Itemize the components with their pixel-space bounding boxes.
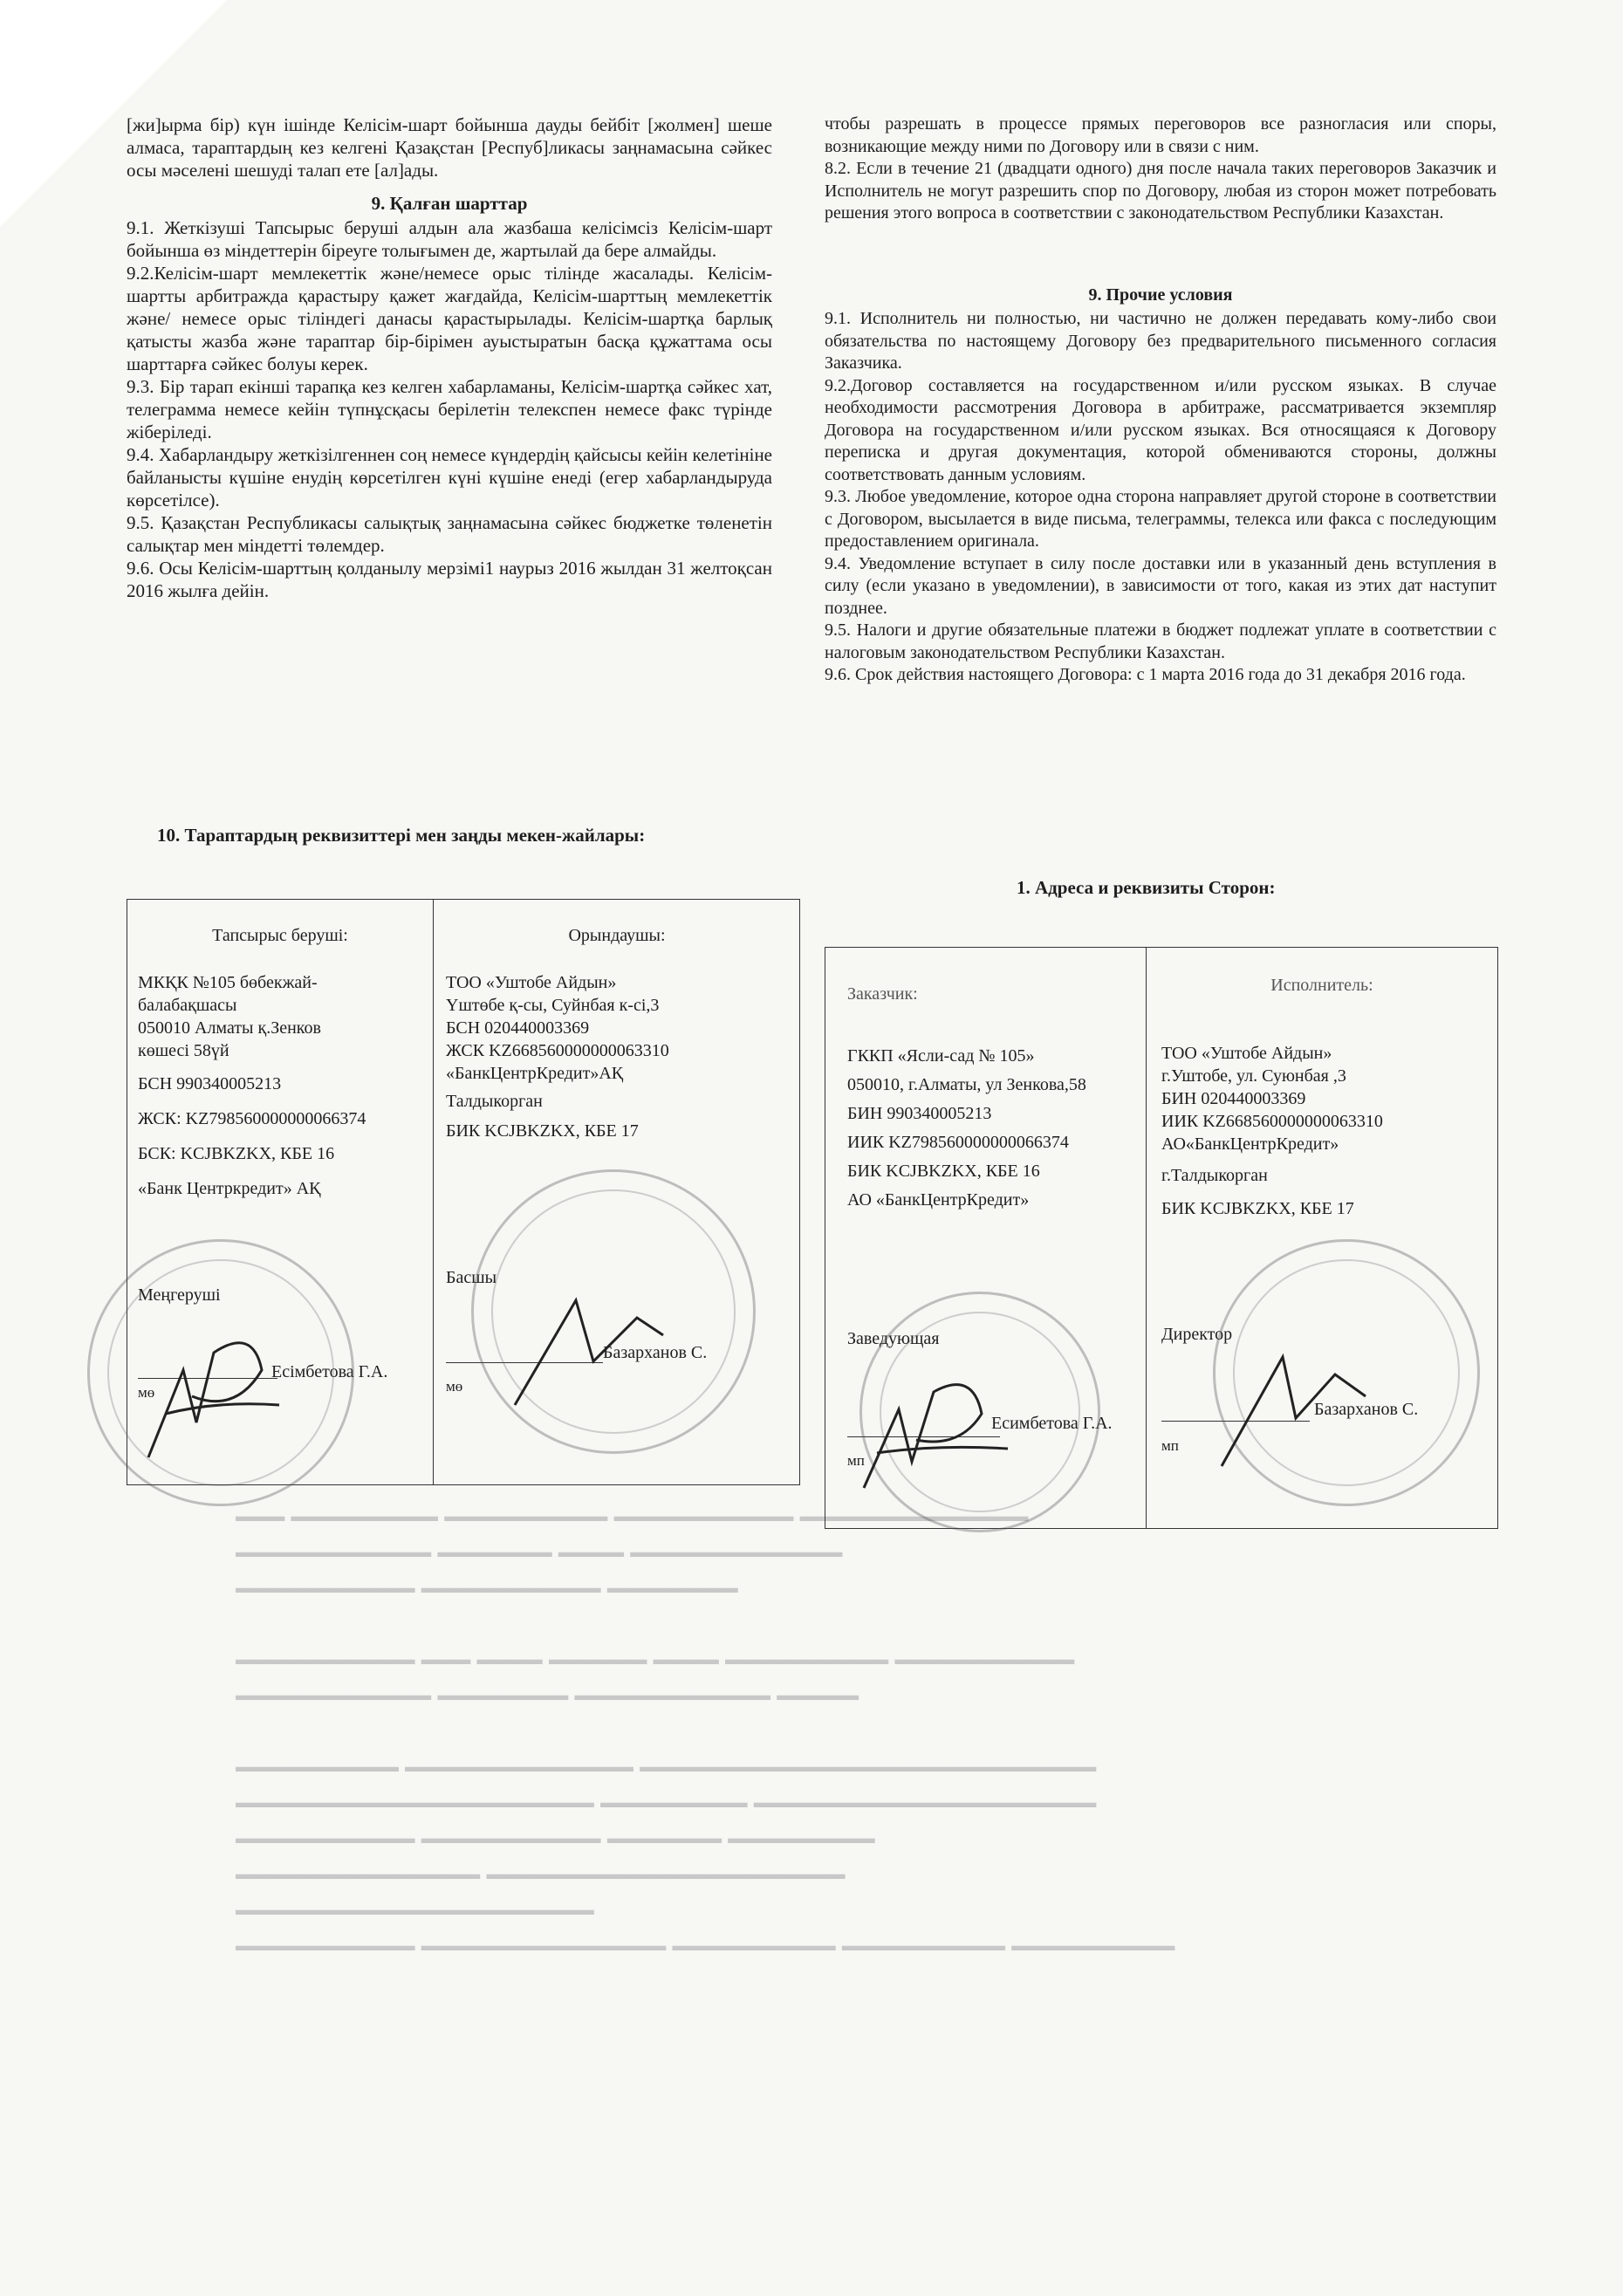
detail-line: МКҚК №105 бөбекжай- (138, 973, 318, 992)
ru-requisites-title: 1. Адреса и реквизиты Сторон: (1017, 877, 1276, 898)
spacer (138, 1130, 366, 1142)
ru-customer-heading: Заказчик: (847, 984, 918, 1004)
kz-intro-paragraph: [жи]ырма бір) күн ішінде Келісім-шарт бойынша дауды бейбіт [жолмен] шеше алмаса, тараптардың кез келгені Қазақстан [Респуб]ликасы заңнамасына сәйкес осы мәселені шешуді талап ете [ал]ады. (127, 114, 772, 181)
kz-clause-9-2: 9.2.Келісім-шарт мемлекеттік және/немесе орыс тілінде жасалады. Келісім-шартты арбитражда қарастыру қажет жағдайда, Келісім-шарттың мемлекеттік және/ немесе орыс тіліндегі данасы қарастырылады. Келісім-шартқа барлық қатысты жазба және тараптар бір-бірімен ауыстыратын басқа құжаттама осы шарттарға сәйкес болуы керек. (127, 263, 772, 374)
detail-line: АО«БанкЦентрКредит» (1161, 1134, 1339, 1154)
detail-line: Үштөбе қ-сы, Суйнбая к-сі,3 (446, 996, 660, 1015)
kz-contractor-mp: мө (446, 1378, 463, 1395)
kz-customer-heading: Тапсырыс беруші: (212, 926, 348, 945)
kz-clause-9-6: 9.6. Осы Келісім-шарттың қолданылу мерзімі1 наурыз 2016 жылдан 31 желтоқсан 2016 жылға дейін. (127, 558, 772, 601)
detail-line: БИН 990340005213 (847, 1104, 992, 1123)
table-divider (1146, 948, 1147, 1528)
detail-line: Талдыкорган (446, 1092, 543, 1111)
detail-line: ЖСК: KZ798560000000066374 (138, 1109, 366, 1128)
kz-contractor-heading: Орындаушы: (568, 926, 666, 945)
ru-clause-8-2: 8.2. Если в течение 21 (двадцати одного) дня после начала таких переговоров Заказчик и Исполнитель не могут разрешить спор по Договору, любая из сторон может потребовать решения этого вопроса в соответствии с законодательством Республики Казахстан. (825, 159, 1496, 223)
kz-customer-sign-name: Есімбетова Г.А. (271, 1362, 388, 1381)
ru-customer-details (847, 1042, 1086, 1215)
spacer (138, 1165, 366, 1177)
detail-line: ТОО «Уштобе Айдын» (1161, 1044, 1332, 1063)
signature-icon (131, 1318, 305, 1475)
ru-customer-sign-role: Заведующая (847, 1329, 940, 1348)
bleed-through-text: ━━━ ━━━━━━━━━ ━━━━━━━━━━ ━━━━━━━━━━━ ━━━━━━━━━━━━━━ ━━━━━━━━━━━━ ━━━━━━━ ━━━━ ━━━━━━━━━━━━━ ━━━━━━━━━━━ ━━━━━━━━━━━ ━━━━━━━━ ━━━━━━━━━━━ ━━━ ━━━━ ━━━━━━ ━━━━ ━━━━━━━━━━ ━━━━━━━━━━━ ━━━━━━━━━━━━ ━━━━━━━━ ━━━━━━━━━━━━ ━━━━━ ━━━━━━━━━━ ━━━━━━━━━━━━━━ ━━━━━━━━━━━━━━━━━━━━━━━━━━━━ ━━━━━━━━━━━━━━━━━━━━━━ ━━━━━━━━━ ━━━━━━━━━━━━━━━━━━━━━ ━━━━━━━━━━━ ━━━━━━━━━━━ ━━━━━━━ ━━━━━━━━━ ━━━━━━━━━━━━━━━ ━━━━━━━━━━━━━━━━━━━━━━ ━━━━━━━━━━━━━━━━━━━━━━ ━━━━━━━━━━━ ━━━━━━━━━━━━━━━ ━━━━━━━━━━ ━━━━━━━━━━ ━━━━━━━━━━ (236, 1504, 1175, 1964)
ru-contractor-details (1161, 1042, 1383, 1220)
kz-customer-sign-role: Меңгеруші (138, 1285, 221, 1305)
detail-line: «БанкЦентрКредит»АҚ (446, 1064, 624, 1083)
ru-customer-sign-name: Есимбетова Г.А. (991, 1414, 1113, 1433)
ru-intro-paragraph: чтобы разрешать в процессе прямых переговоров все разногласия или споры, возникающие между ними по Договору или в связи с ним. (825, 114, 1496, 156)
ru-contractor-sign-role: Директор (1161, 1325, 1233, 1344)
spacer (825, 225, 1496, 274)
ru-contractor-mp: мп (1161, 1437, 1179, 1454)
spacer (138, 1062, 366, 1073)
signature-icon (506, 1283, 681, 1422)
kz-clause-9-5: 9.5. Қазақстан Республикасы салықтық заңнамасына сәйкес бюджетке төленетін салықтар мен міндетті төлемдер. (127, 512, 772, 556)
detail-line: БИК KCJBKZKX, КБЕ 17 (1161, 1199, 1354, 1218)
detail-line: балабақшасы (138, 996, 237, 1015)
detail-line: г.Уштобе, ул. Суюнбая ,3 (1161, 1066, 1346, 1086)
russian-text-column (825, 113, 1496, 687)
detail-line: АО «БанкЦентрКредит» (847, 1190, 1030, 1210)
ru-clause-9-3: 9.3. Любое уведомление, которое одна сторона направляет другой стороне в соответствии с Договором, высылается в виде письма, телеграммы, телекса или факса с последующим предоставлением оригинала. (825, 487, 1496, 551)
ru-clause-9-2: 9.2.Договор составляется на государственном и/или русском языках. В случае необходимости рассмотрения Договора в арбитраже, рассматривается экземпляр Договора на государственном и/или русском языках. Вся относящаяся к Договору переписка и другая документация, которой обмениваются стороны, должны соответствовать данным условиям. (825, 375, 1496, 484)
ru-clause-9-6: 9.6. Срок действия настоящего Договора: с 1 марта 2016 года до 31 декабря 2016 года. (825, 665, 1466, 684)
kz-clause-9-3: 9.3. Бір тарап екінші тарапқа кез келген хабарламаны, Келісім-шартқа сәйкес хат, телеграмма немесе кейін түпнұсқасы берілетін телекспен немесе факс түрінде жіберіледі. (127, 376, 772, 442)
kz-contractor-sign-name: Базарханов С. (603, 1343, 708, 1362)
detail-line: 050010 Алматы қ.Зенков (138, 1018, 321, 1038)
kz-customer-mp: мө (138, 1384, 155, 1401)
ru-contractor-heading: Исполнитель: (1270, 976, 1373, 995)
detail-line: ТОО «Уштобе Айдын» (446, 973, 617, 992)
kazakh-text-column (127, 113, 772, 602)
kz-contractor-sign-role: Басшы (446, 1268, 497, 1287)
detail-line: көшесі 58үй (138, 1041, 229, 1060)
detail-line: ИИК KZ668560000000063310 (1161, 1112, 1383, 1131)
ru-clause-9-1: 9.1. Исполнитель ни полностью, ни частично не должен передавать кому-либо свои обязательства по настоящему Договору без предварительного письменного согласия Заказчика. (825, 309, 1496, 373)
kz-customer-details (138, 971, 366, 1200)
signature-icon (851, 1366, 1025, 1505)
detail-line: БИН 020440003369 (1161, 1089, 1306, 1108)
detail-line: г.Талдыкорган (1161, 1166, 1268, 1185)
kz-contractor-details (446, 971, 669, 1142)
detail-line: БИК KCJBKZKX, КБЕ 17 (446, 1121, 639, 1141)
ru-clause-9-5: 9.5. Налоги и другие обязательные платежи в бюджет подлежат уплате в соответствии с налоговым законодательством Республики Казахстан. (825, 620, 1496, 662)
detail-line: ИИК KZ798560000000066374 (847, 1133, 1069, 1152)
detail-line: БСК: KCJBKZKX, КБЕ 16 (138, 1144, 335, 1163)
spacer (138, 1095, 366, 1107)
detail-line: БСН 020440003369 (446, 1018, 590, 1038)
detail-line: БИК KCJBKZKX, КБЕ 16 (847, 1162, 1040, 1181)
ru-clause-9-4: 9.4. Уведомление вступает в силу после доставки или в указанный день вступления в силу (если указано в уведомлении), в зависимости от того, какая из этих дат наступит позднее. (825, 553, 1496, 618)
detail-line: БСН 990340005213 (138, 1074, 282, 1093)
table-divider (433, 900, 434, 1484)
signature-icon (1213, 1335, 1387, 1475)
kz-section-heading: 9. Қалған шарттар (371, 193, 528, 214)
ru-contractor-sign-name: Базарханов С. (1314, 1400, 1419, 1419)
kz-requisites-title: 10. Тараптардың реквизиттері мен заңды мекен-жайлары: (157, 825, 646, 846)
detail-line: «Банк Центркредит» АҚ (138, 1179, 321, 1198)
detail-line: ЖСК KZ668560000000063310 (446, 1041, 669, 1060)
kz-clause-9-4: 9.4. Хабарландыру жеткізілгеннен соң немесе күндердің қайсысы кейін келетініне байланысты күшіне енудің көрсетілген күні күшіне енеді (егер хабарландыруда көрсетілсе). (127, 444, 772, 511)
ru-section-heading: 9. Прочие условия (1088, 284, 1233, 305)
detail-line: ГККП «Ясли-сад № 105» (847, 1046, 1035, 1066)
ru-customer-mp: мп (847, 1452, 865, 1469)
detail-line: 050010, г.Алматы, ул Зенкова,58 (847, 1075, 1086, 1094)
kz-clause-9-1: 9.1. Жеткізуші Тапсырыс беруші алдын ала жазбаша келісімсіз Келісім-шарт бойынша өз міндеттерін біреуге толығымен де, жартылай да бере алмайды. (127, 217, 772, 261)
